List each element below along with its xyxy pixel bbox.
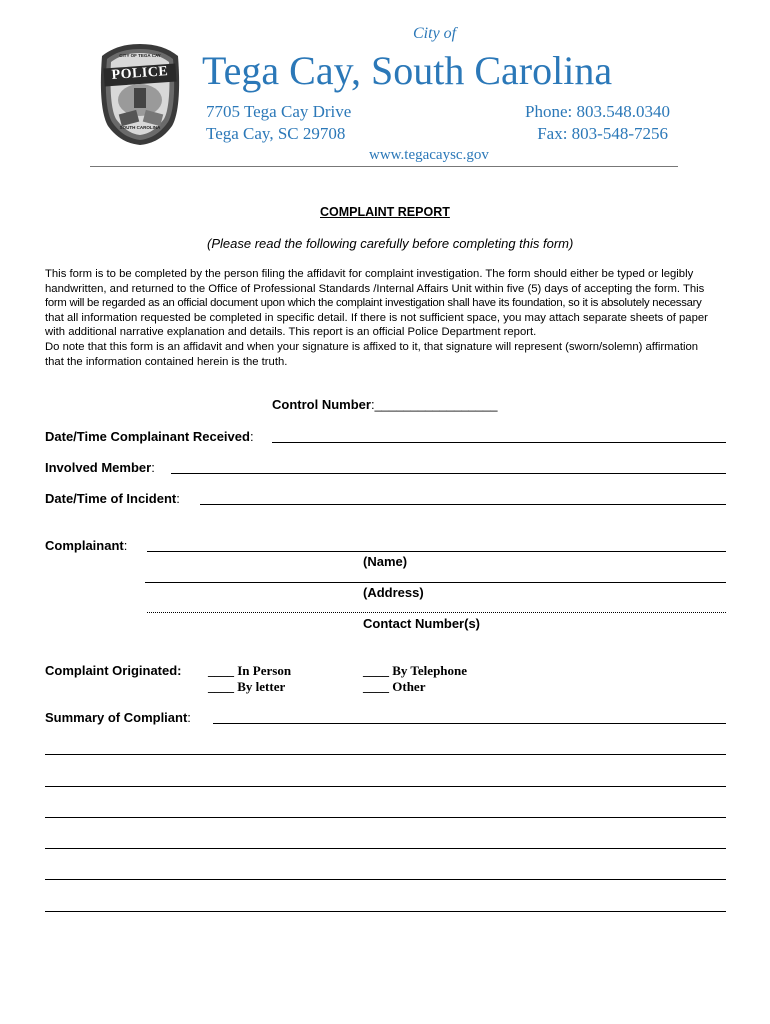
option-by-telephone[interactable]: ____ By Telephone xyxy=(363,663,468,678)
control-number-label: Control Number xyxy=(272,397,371,412)
summary-label: Summary of Compliant xyxy=(45,710,188,725)
paragraph-line: that the information contained herein is the truth. xyxy=(45,355,288,368)
complainant-contact-line[interactable] xyxy=(147,612,726,613)
incident-input-line[interactable] xyxy=(200,504,726,505)
colon: : xyxy=(176,491,180,506)
option-in-person[interactable]: ____ In Person xyxy=(208,663,292,678)
website-link[interactable]: www.tegacaysc.gov xyxy=(369,147,489,163)
header-divider xyxy=(90,166,678,167)
form-instruction: (Please read the following carefully before completing this form) xyxy=(207,236,574,251)
summary-line[interactable] xyxy=(45,911,726,912)
control-number-row xyxy=(272,397,497,412)
date-received-row xyxy=(45,429,254,444)
colon: : xyxy=(187,710,191,725)
incident-label: Date/Time of Incident xyxy=(45,491,177,506)
date-received-input-line[interactable] xyxy=(272,442,726,443)
colon: : xyxy=(151,460,155,475)
paragraph-line: handwritten, and returned to the Office of Professional Standards /Internal Affairs Unit within five (5) days of accepting the form. This xyxy=(45,282,705,295)
address-line-1: 7705 Tega Cay Drive xyxy=(206,102,352,121)
originated-label: Complaint Originated: xyxy=(45,663,182,678)
colon: : xyxy=(249,429,254,444)
complainant-name-line[interactable] xyxy=(147,551,726,552)
date-received-label: Date/Time Complainant Received xyxy=(45,429,250,444)
paragraph-line: This form is to be completed by the person filing the affidavit for complaint investigation. The form should either be typed or legibly xyxy=(45,268,694,280)
complainant-address-line[interactable] xyxy=(145,582,726,583)
form-title: COMPLAINT REPORT xyxy=(320,205,450,219)
summary-line[interactable] xyxy=(45,848,726,849)
fax-number: Fax: 803-548-7256 xyxy=(537,124,668,143)
summary-line[interactable] xyxy=(45,754,726,755)
incident-row xyxy=(45,491,180,506)
complainant-label: Complainant xyxy=(45,538,124,553)
summary-line[interactable] xyxy=(213,723,726,724)
address-line-2: Tega Cay, SC 29708 xyxy=(206,124,346,143)
colon: : xyxy=(123,538,128,553)
option-by-letter[interactable]: ____ By letter xyxy=(208,679,286,694)
badge-bottom-text: SOUTH CAROLINA xyxy=(119,125,161,130)
paragraph-line: form will be regarded as an official document upon which the complaint investigation shall have its foundation, so it is absolutely necessary xyxy=(45,297,702,310)
summary-line[interactable] xyxy=(45,786,726,787)
city-of-label: City of xyxy=(413,25,457,42)
address-caption: (Address) xyxy=(363,585,424,600)
paragraph-line: with additional narrative explanation and details. This report is an official Police Department report. xyxy=(45,326,537,339)
badge-top-text: CITY OF TEGA CAY xyxy=(119,53,161,58)
complainant-row xyxy=(45,538,127,553)
summary-row xyxy=(45,710,191,725)
instructions-paragraph xyxy=(45,267,735,369)
name-caption: (Name) xyxy=(363,554,408,569)
city-title: Tega Cay, South Carolina xyxy=(202,48,613,93)
police-badge-logo xyxy=(98,42,182,146)
contact-caption: Contact Number(s) xyxy=(363,616,481,631)
involved-member-label: Involved Member xyxy=(45,460,152,475)
summary-line[interactable] xyxy=(45,879,726,880)
phone-number: Phone: 803.548.0340 xyxy=(525,102,670,121)
paragraph-line: that all information requested be completed in specific detail. If there is not sufficient space, you may attach separate sheets of paper xyxy=(45,311,708,324)
paragraph-line: Do note that this form is an affidavit and when your signature is affixed to it, that signature will represent (sworn/solemn) affirmation xyxy=(45,340,699,353)
summary-line[interactable] xyxy=(45,817,726,818)
involved-member-row xyxy=(45,460,155,475)
option-other[interactable]: ____ Other xyxy=(363,679,426,694)
involved-member-input-line[interactable] xyxy=(171,473,726,474)
badge-center-text: POLICE xyxy=(111,64,169,83)
control-number-field[interactable]: :_________________ xyxy=(370,397,498,412)
